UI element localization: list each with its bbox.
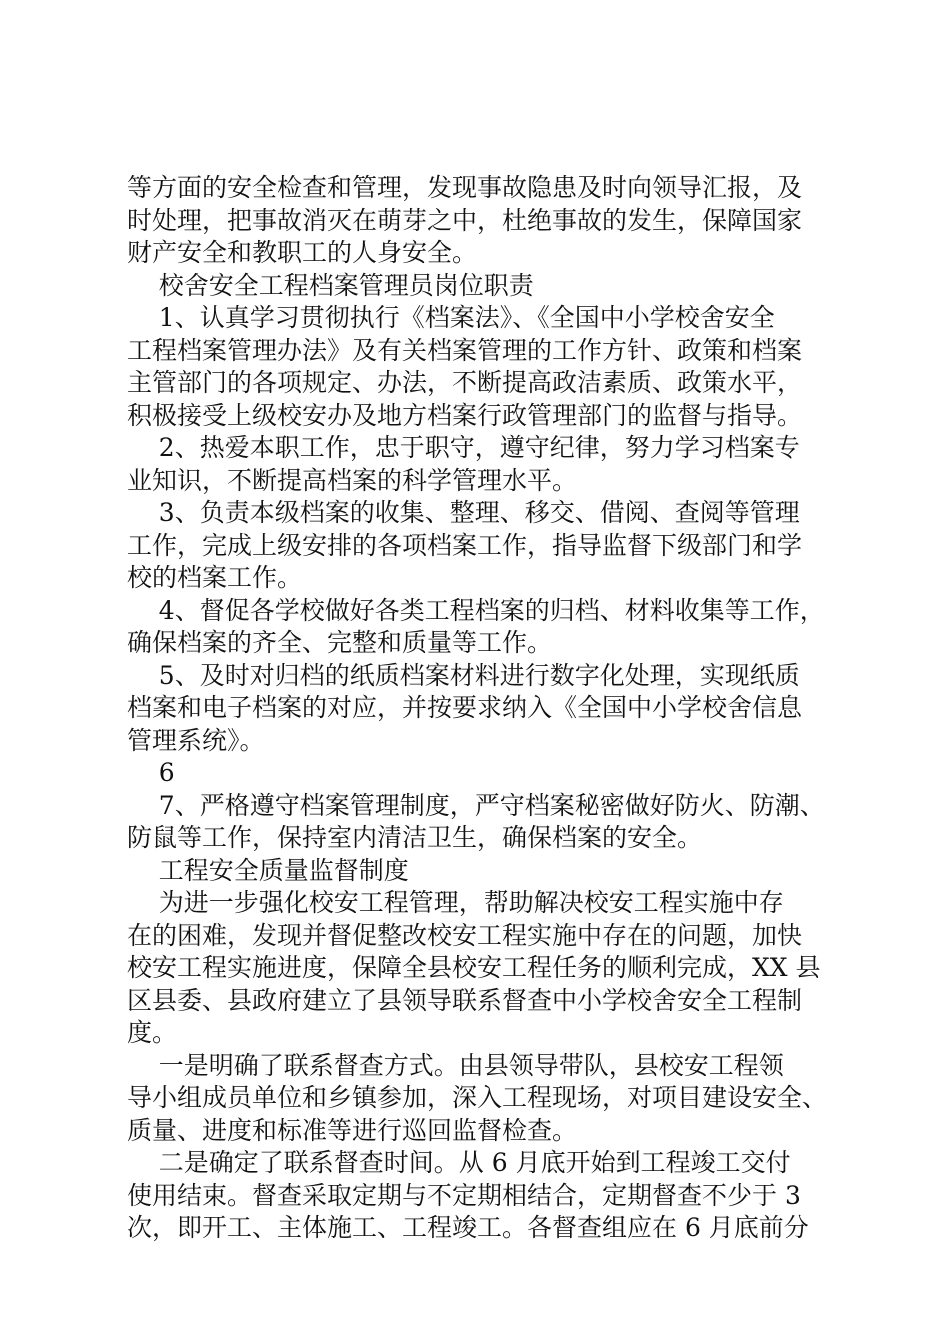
text-line: 档案和电子档案的对应，并按要求纳入《全国中小学校舍信息 — [127, 693, 803, 722]
section-heading: 工程安全质量监督制度 — [127, 855, 409, 885]
text-line: 时处理，把事故消灭在萌芽之中，杜绝事故的发生，保障国家 — [127, 205, 803, 235]
text-line: 使用结束。督查采取定期与不定期相结合，定期督查不少于 3 — [127, 1180, 801, 1210]
text-line: 为进一步强化校安工程管理，帮助解决校安工程实施中存 — [127, 888, 784, 917]
text-line: 6 — [127, 758, 175, 787]
text-line: 7、严格遵守档案管理制度，严守档案秘密做好防火、防潮、 — [127, 790, 825, 820]
text-line: 二是确定了联系督查时间。从 6 月底开始到工程竣工交付 — [127, 1148, 791, 1177]
text-line: 1、认真学习贯彻执行《档案法》、《全国中小学校舍安全 — [127, 303, 775, 332]
text-line: 工作，完成上级安排的各项档案工作，指导监督下级部门和学 — [127, 530, 803, 560]
text-line: 次，即开工、主体施工、工程竣工。各督查组应在 6 月底前分 — [127, 1213, 809, 1242]
text-line: 管理系统》。 — [127, 725, 265, 755]
text-line: 主管部门的各项规定、办法，不断提高政洁素质、政策水平， — [127, 368, 803, 397]
text-line: 5、及时对归档的纸质档案材料进行数字化处理，实现纸质 — [127, 660, 800, 690]
text-line: 积极接受上级校安办及地方档案行政管理部门的监督与指导。 — [127, 400, 803, 430]
text-line: 一是明确了联系督查方式。由县领导带队，县校安工程领 — [127, 1050, 784, 1080]
text-line: 业知识，不断提高档案的科学管理水平。 — [127, 465, 578, 495]
text-line: 校的档案工作。 — [127, 563, 303, 592]
document-body — [127, 172, 847, 1245]
text-line: 校安工程实施进度，保障全县校安工程任务的顺利完成，XX 县 — [127, 953, 821, 982]
text-line: 导小组成员单位和乡镇参加，深入工程现场，对项目建设安全、 — [127, 1083, 828, 1112]
section-heading: 校舍安全工程档案管理员岗位职责 — [127, 270, 534, 300]
text-line: 等方面的安全检查和管理，发现事故隐患及时向领导汇报，及 — [127, 173, 803, 202]
text-line: 在的困难，发现并督促整改校安工程实施中存在的问题，加快 — [127, 920, 803, 950]
text-line: 2、热爱本职工作，忠于职守，遵守纪律，努力学习档案专 — [127, 433, 800, 462]
text-line: 4、督促各学校做好各类工程档案的归档、材料收集等工作， — [127, 595, 825, 625]
text-line: 确保档案的齐全、完整和质量等工作。 — [127, 628, 553, 657]
text-line: 区县委、县政府建立了县领导联系督查中小学校舍安全工程制 — [127, 985, 803, 1015]
text-line: 3、负责本级档案的收集、整理、移交、借阅、查阅等管理 — [127, 498, 800, 527]
text-line: 防鼠等工作，保持室内清洁卫生，确保档案的安全。 — [127, 823, 703, 852]
text-line: 度。 — [127, 1018, 178, 1047]
text-line: 财产安全和教职工的人身安全。 — [127, 238, 478, 267]
text-line: 工程档案管理办法》及有关档案管理的工作方针、政策和档案 — [127, 335, 803, 365]
text-line: 质量、进度和标准等进行巡回监督检查。 — [127, 1115, 578, 1145]
